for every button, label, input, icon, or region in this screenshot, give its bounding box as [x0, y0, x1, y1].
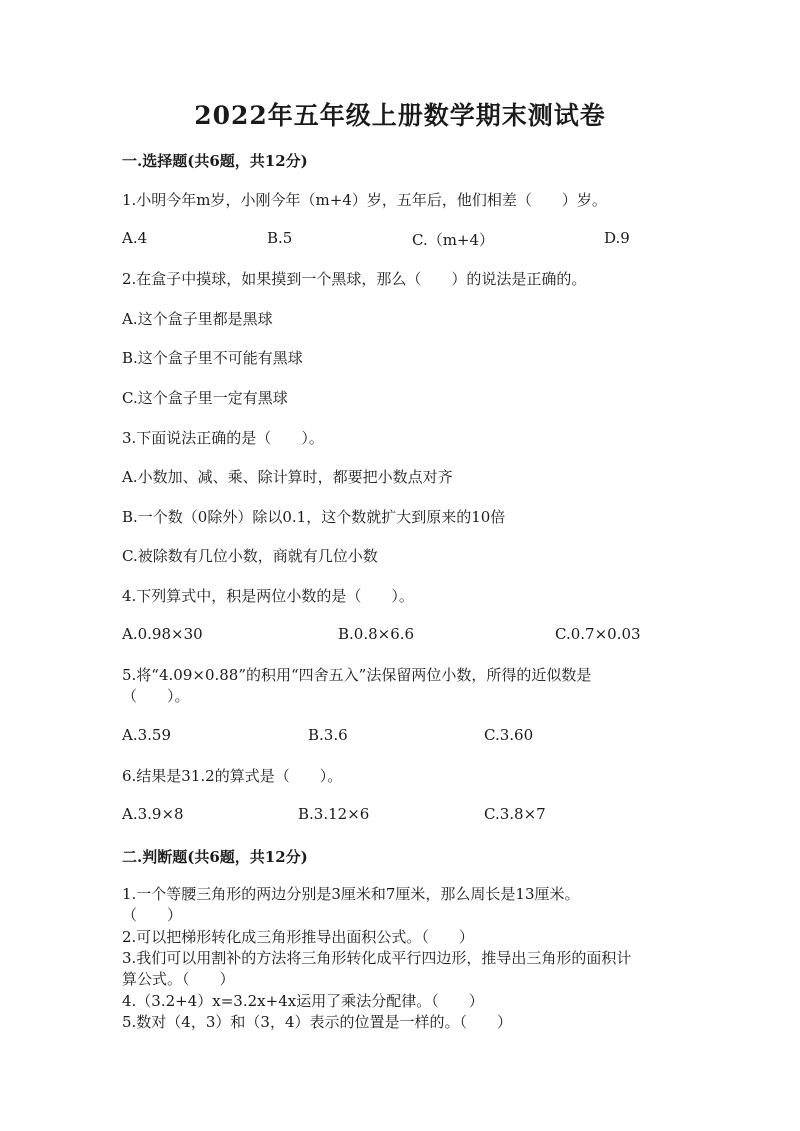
q4-option-a: A.0.98×30	[122, 625, 203, 643]
judgment-line-4: 3.我们可以用割补的方法将三角形转化成平行四边形，推导出三角形的面积计	[122, 949, 632, 967]
question-2: 2.在盒子中摸球，如果摸到一个黑球，那么（ ）的说法是正确的。	[122, 270, 587, 288]
q2-option-a: A.这个盒子里都是黑球	[122, 310, 273, 328]
page-title: 2022年五年级上册数学期末测试卷	[194, 101, 606, 130]
q4-option-c: C.0.7×0.03	[555, 625, 641, 643]
q1-option-d: D.9	[604, 229, 630, 247]
q5-option-c: C.3.60	[484, 726, 534, 744]
judgment-line-1: 1.一个等腰三角形的两边分别是3厘米和7厘米，那么周长是13厘米。	[122, 885, 580, 903]
section-heading-judgment: 二.判断题(共6题，共12分)	[122, 848, 308, 866]
q6-option-a: A.3.9×8	[122, 805, 184, 823]
question-6: 6.结果是31.2的算式是（ ）。	[122, 767, 343, 785]
q4-option-b: B.0.8×6.6	[338, 625, 415, 643]
q2-option-c: C.这个盒子里一定有黑球	[122, 389, 288, 407]
q3-option-a: A.小数加、减、乘、除计算时，都要把小数点对齐	[122, 468, 453, 486]
q6-option-b: B.3.12×6	[298, 805, 370, 823]
judgment-line-6: 4.（3.2+4）x=3.2x+4x运用了乘法分配律。（ ）	[122, 992, 484, 1010]
question-1: 1.小明今年m岁，小刚今年（m+4）岁，五年后，他们相差（ ）岁。	[122, 191, 607, 209]
judgment-line-5: 算公式。（ ）	[122, 970, 235, 988]
section-heading-choice: 一.选择题(共6题，共12分)	[122, 152, 308, 170]
q1-option-b: B.5	[267, 229, 293, 247]
question-4: 4.下列算式中，积是两位小数的是（ ）。	[122, 587, 414, 605]
q1-option-c: C.（m+4）	[412, 231, 495, 249]
q6-option-c: C.3.8×7	[484, 805, 546, 823]
q5-option-b: B.3.6	[308, 726, 348, 744]
judgment-line-3: 2.可以把梯形转化成三角形推导出面积公式。（ ）	[122, 928, 474, 946]
judgment-line-7: 5.数对（4，3）和（3，4）表示的位置是一样的。（ ）	[122, 1013, 512, 1031]
judgment-line-2: （ ）	[122, 906, 183, 924]
q2-option-b: B.这个盒子里不可能有黑球	[122, 349, 303, 367]
q1-option-a: A.4	[122, 229, 148, 247]
q5-option-a: A.3.59	[122, 726, 171, 744]
question-5-line-1: 5.将“4.09×0.88”的积用“四舍五入”法保留两位小数，所得的近似数是	[122, 666, 592, 684]
question-3: 3.下面说法正确的是（ ）。	[122, 429, 324, 447]
question-5-line-2: （ ）。	[122, 687, 190, 705]
q3-option-b: B.一个数（0除外）除以0.1，这个数就扩大到原来的10倍	[122, 508, 506, 526]
q3-option-c: C.被除数有几位小数，商就有几位小数	[122, 547, 378, 565]
